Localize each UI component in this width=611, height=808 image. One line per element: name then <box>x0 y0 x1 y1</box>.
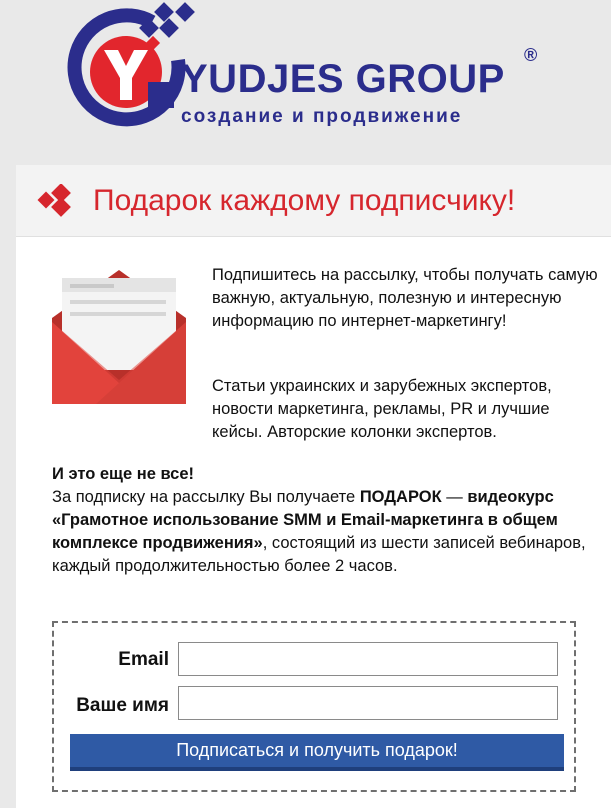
gift-rest: , состоящий из шести записей вебинаров, каждый продолжительностью более 2 часов. <box>52 534 586 575</box>
articles-text: Статьи украинских и зарубежных экспертов, новости маркетинга, рекламы, PR и лучшие кейсы. Авторские колонки экспертов. <box>212 377 552 441</box>
page-title: Подарок каждому подписчику! <box>93 184 516 217</box>
site-header <box>0 0 611 165</box>
title-bar <box>16 165 611 237</box>
envelope-icon <box>52 268 186 404</box>
course-title: видеокурс «Грамотное использование SMM и Email-маркетинга в общем комплексе продвижения» <box>52 488 558 552</box>
subscribe-form <box>52 621 576 792</box>
gift-word: ПОДАРОК <box>359 488 442 506</box>
subscribe-button[interactable]: Подписаться и получить подарок! <box>70 734 564 771</box>
gift-heading: И это еще не все! <box>52 465 195 483</box>
name-field[interactable] <box>178 686 558 720</box>
brand-tagline: создание и продвижение <box>181 106 463 127</box>
email-label: Email <box>118 649 169 670</box>
email-field[interactable] <box>178 642 558 676</box>
registered-mark: ® <box>524 45 538 65</box>
gift-line-start: За подписку на рассылку Вы получаете <box>52 488 360 506</box>
intro-text: Подпишитесь на рассылку, чтобы получать самую важную, актуальную, полезную и интересную информацию по интернет-маркетингу! <box>212 266 598 330</box>
gift-dash: — <box>441 488 468 506</box>
name-label: Ваше имя <box>76 695 169 716</box>
subscription-card <box>16 165 611 808</box>
diamond-dots-icon <box>32 184 78 218</box>
gift-description <box>52 463 597 578</box>
brand-name: YUDJES GROUP <box>181 57 505 101</box>
